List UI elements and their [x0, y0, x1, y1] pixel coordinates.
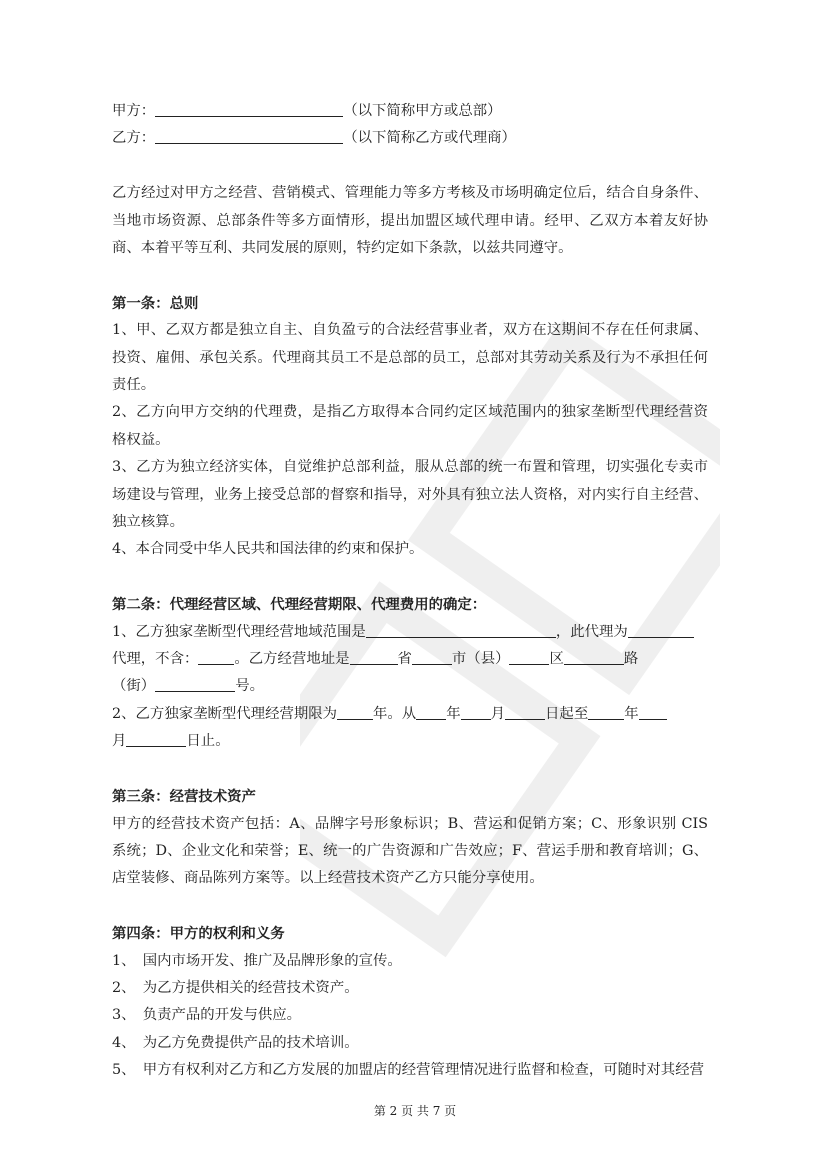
number-blank[interactable]	[155, 675, 235, 692]
text: 日起至	[545, 705, 589, 722]
article-1-item: 3、乙方为独立经济实体，自觉维护总部利益，服从总部的统一布置和管理，切实强化专卖市场建设与管理，业务上接受总部的督察和指导，对外具有独立法人资格，对内实行自主经营、独立核算。	[112, 459, 708, 531]
party-b-label: 乙方：	[112, 130, 156, 147]
document-page	[112, 98, 708, 1085]
text: 。乙方经营地址是	[234, 651, 350, 668]
party-b-blank[interactable]	[155, 127, 343, 144]
text: ，此代理为	[555, 623, 628, 640]
article-2-line	[112, 701, 708, 728]
city-blank[interactable]	[412, 648, 452, 665]
article-1-item: 2、乙方向甲方交纳的代理费，是指乙方取得本合同约定区域范围内的独家垄断型代理经营资格权益。	[112, 404, 708, 448]
article-2-title: 第二条：代理经营区域、代理经营期限、代理费用的确定：	[112, 596, 487, 614]
text: 省	[397, 651, 412, 668]
exclude-blank[interactable]	[198, 648, 234, 665]
party-a-line	[112, 98, 708, 125]
start-day-blank[interactable]	[505, 703, 545, 720]
text: 月	[490, 705, 506, 722]
road-blank[interactable]	[564, 648, 624, 665]
article-2-line	[112, 646, 708, 673]
article-3-title: 第三条：经营技术资产	[112, 788, 256, 806]
article-4-item: 1、 国内市场开发、推广及品牌形象的宣传。	[112, 952, 402, 969]
article-3-text: 甲方的经营技术资产包括：A、品牌字号形象标识；B、营运和促销方案；C、形象识别 CIS 系统；D、企业文化和荣誉；E、统一的广告资源和广告效应；F、营运手册和教育培训；G、店堂装修、商品陈列方案等。以上经营技术资产乙方只能分享使用。	[112, 815, 708, 887]
text: 区	[549, 651, 564, 668]
text: （街）	[112, 678, 156, 695]
text: 1、乙方独家垄断型代理经营地域范围是	[112, 623, 366, 640]
party-a-note: （以下简称甲方或总部）	[343, 103, 502, 119]
article-4-title: 第四条：甲方的权利和义务	[112, 925, 285, 943]
article-2-line	[112, 619, 708, 646]
province-blank[interactable]	[350, 648, 398, 665]
text: 月	[112, 733, 127, 750]
intro-paragraph: 乙方经过对甲方之经营、营销模式、管理能力等多方考核及市场明确定位后，结合自身条件、当地市场资源、总部条件等多方面情形，提出加盟区域代理申请。经甲、乙双方本着友好协商、本着平等互利、共同发展的原则，特约定如下条款，以兹共同遵守。	[112, 185, 708, 257]
article-4-item: 3、 负责产品的开发与供应。	[112, 1007, 302, 1024]
end-year-blank[interactable]	[588, 703, 624, 720]
text: 号。	[235, 678, 264, 695]
article-2-line	[112, 728, 708, 755]
article-1-item: 4、本合同受中华人民共和国法律的约束和保护。	[112, 541, 424, 558]
text: 市（县）	[451, 651, 510, 668]
agency-type-blank[interactable]	[628, 621, 694, 638]
article-4-item: 4、 为乙方免费提供产品的技术培训。	[112, 1034, 359, 1051]
text: 代理，不含：	[112, 651, 199, 668]
end-month-blank[interactable]	[639, 703, 667, 720]
region-blank[interactable]	[366, 621, 556, 638]
years-blank[interactable]	[337, 703, 373, 720]
article-1-item: 1、甲、乙双方都是独立自主、自负盈亏的合法经营事业者，双方在这期间不存在任何隶属、投资、雇佣、承包关系。代理商其员工不是总部的员工，总部对其劳动关系及行为不承担任何责任。	[112, 322, 708, 394]
article-1-title: 第一条：总则	[112, 294, 199, 312]
party-b-note: （以下简称乙方或代理商）	[343, 130, 516, 147]
text: 年	[624, 705, 639, 722]
district-blank[interactable]	[509, 648, 549, 665]
start-month-blank[interactable]	[461, 703, 491, 720]
text: 2、乙方独家垄断型代理经营期限为	[112, 705, 338, 722]
party-a-label: 甲方：	[112, 103, 156, 119]
end-day-blank[interactable]	[126, 730, 186, 747]
article-4-item: 2、 为乙方提供相关的经营技术资产。	[112, 979, 359, 996]
party-b-line	[112, 125, 708, 152]
start-year-blank[interactable]	[416, 703, 446, 720]
text: 日止。	[186, 733, 230, 750]
page-number: 第 2 页 共 7 页	[373, 1104, 457, 1118]
text: 年。从	[373, 705, 417, 722]
text: 年	[446, 705, 461, 722]
article-4-item: 5、 甲方有权利对乙方和乙方发展的加盟店的经营管理情况进行监督和检查，可随时对其经营	[112, 1062, 704, 1079]
article-2-line	[112, 673, 708, 700]
text: 路	[623, 651, 639, 668]
party-a-blank[interactable]	[155, 100, 343, 117]
